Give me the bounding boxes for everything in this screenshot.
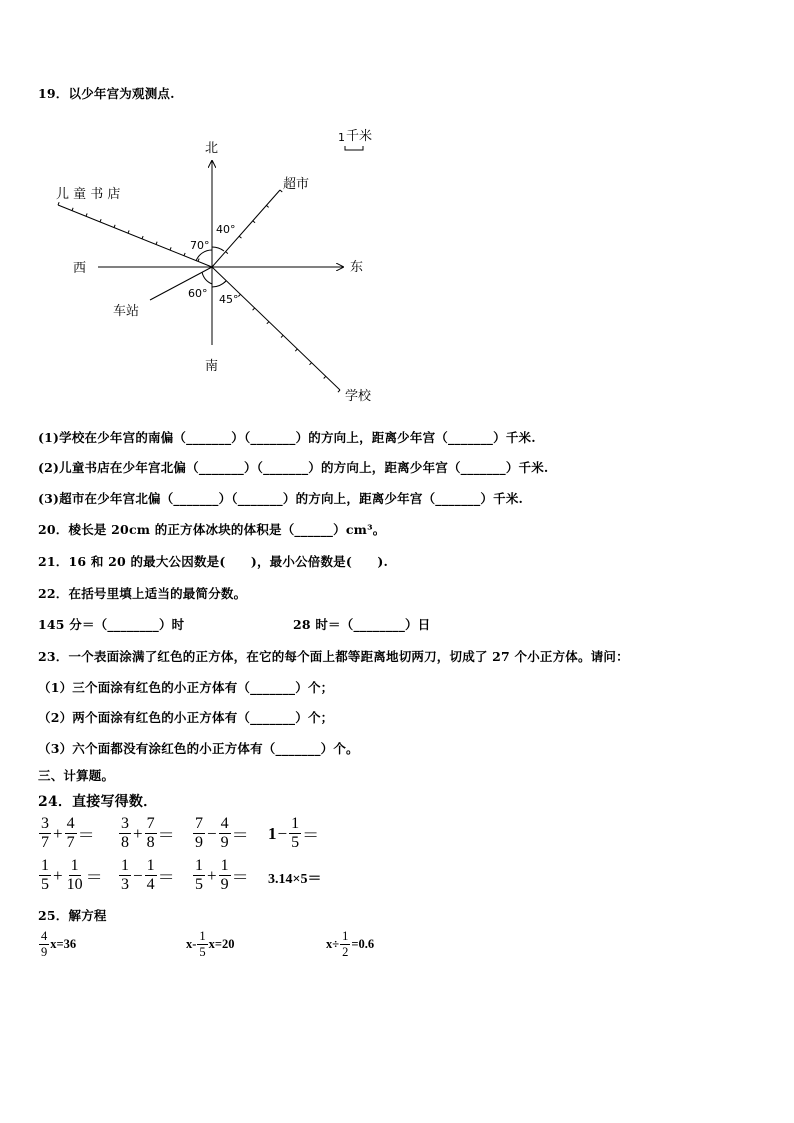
ray-tick bbox=[295, 349, 297, 351]
supermarket-label: 超市 bbox=[283, 177, 310, 192]
ray-tick bbox=[281, 335, 283, 337]
q23-s1: （1）三个面涂有红色的小正方体有（_______）个； bbox=[38, 680, 334, 695]
q24-item-6: $\frac{1}{3}$ − $\frac{1}{4}$ ＝ bbox=[121, 857, 175, 893]
ray-tick bbox=[58, 202, 59, 205]
q24-item-3: $\frac{7}{9}$ − $\frac{4}{9}$ ＝ bbox=[195, 815, 249, 851]
ray-tick bbox=[267, 322, 269, 324]
q22-title: 22．在括号里填上适当的最简分数。 bbox=[38, 586, 247, 601]
ray-tick bbox=[128, 230, 129, 233]
ray-tick bbox=[156, 242, 157, 245]
ray-tick bbox=[253, 308, 255, 310]
station-label: 车站 bbox=[113, 304, 140, 319]
q24-item-8: 3.14×5＝ bbox=[268, 872, 322, 887]
angle-70-label: 70° bbox=[190, 239, 210, 252]
ray-tick bbox=[309, 363, 311, 365]
q23-s2: （2）两个面涂有红色的小正方体有（_______）个； bbox=[38, 710, 334, 725]
q23-title: 23．一个表面涂满了红色的正方体，在它的每个面上都等距离地切两刀，切成了 27 个小正方体。请问： bbox=[38, 649, 629, 664]
q20: 20．棱长是 20cm 的正方体冰块的体积是（______）cm³。 bbox=[38, 522, 386, 537]
q21: 21．16 和 20 的最大公因数是( )，最小公倍数是( ). bbox=[38, 554, 389, 569]
ray-tick bbox=[338, 390, 340, 392]
scale-unit: 千米 bbox=[346, 129, 373, 144]
q24-item-1: $\frac{3}{7}$ + $\frac{4}{7}$ ＝ bbox=[41, 815, 95, 851]
ray-tick bbox=[72, 208, 73, 211]
ray-tick bbox=[114, 225, 115, 228]
angle-60-label: 60° bbox=[188, 287, 208, 300]
ray-tick bbox=[280, 190, 282, 192]
ray-tick bbox=[253, 221, 255, 223]
bookstore-ray bbox=[58, 205, 212, 267]
bookstore-label: 儿 童 书 店 bbox=[56, 187, 121, 202]
ray-tick bbox=[184, 253, 185, 256]
scale-number: 1 bbox=[338, 131, 345, 144]
fraction: $\frac{4}{7}$ bbox=[66, 815, 75, 851]
q25-equation-3: x÷ $\frac{1}{2}$ =0.6 bbox=[326, 929, 375, 959]
q25-title: 25．解方程 bbox=[38, 908, 107, 923]
direction-diagram bbox=[40, 120, 400, 410]
q24-item-7: $\frac{1}{5}$ + $\frac{1}{9}$ ＝ bbox=[195, 857, 249, 893]
west-label: 西 bbox=[73, 261, 87, 276]
ray-tick bbox=[100, 219, 101, 222]
q19-sub3: (3)超市在少年宫北偏（_______）（_______）的方向上，距离少年宫（_______）千米. bbox=[38, 491, 524, 506]
ray-tick bbox=[266, 205, 268, 207]
q24-item-5: $\frac{1}{5}$ + $\frac{1}{10}$ ＝ bbox=[41, 857, 103, 893]
south-label: 南 bbox=[205, 359, 219, 374]
school-label: 学校 bbox=[345, 389, 372, 404]
q19-title: 19．以少年宫为观测点. bbox=[38, 86, 175, 101]
angle-40-label: 40° bbox=[216, 223, 236, 236]
q24-item-4: 1 − $\frac{1}{5}$ ＝ bbox=[268, 815, 320, 851]
ray-tick bbox=[324, 376, 326, 378]
ray-tick bbox=[170, 247, 171, 250]
ray-tick bbox=[239, 236, 241, 238]
q24-item-2: $\frac{3}{8}$ + $\frac{7}{8}$ ＝ bbox=[121, 815, 175, 851]
q22-b: 28 时＝（________）日 bbox=[293, 617, 431, 632]
angle-45-label: 45° bbox=[219, 293, 239, 306]
q19-sub2: (2)儿童书店在少年宫北偏（_______）（_______）的方向上，距离少年宫（_______）千米. bbox=[38, 460, 549, 475]
q19-sub1: (1)学校在少年宫的南偏（_______）（_______）的方向上，距离少年宫（_______）千米. bbox=[38, 430, 536, 445]
east-label: 东 bbox=[350, 260, 364, 275]
q24-title: 24．直接写得数． bbox=[38, 794, 158, 810]
ray-tick bbox=[198, 259, 199, 262]
ray-tick bbox=[86, 213, 87, 216]
ray-tick bbox=[142, 236, 143, 239]
ray-tick bbox=[238, 294, 240, 296]
q22-a: 145 分＝（________）时 bbox=[38, 617, 185, 632]
section-3-heading: 三、计算题。 bbox=[38, 768, 115, 783]
q23-s3: （3）六个面都没有涂红色的小正方体有（_______）个。 bbox=[38, 741, 359, 756]
school-ray bbox=[212, 267, 340, 390]
ray-tick bbox=[226, 252, 228, 254]
q25-equation-2: x- $\frac{1}{5}$ x=20 bbox=[186, 929, 235, 959]
north-label: 北 bbox=[205, 141, 219, 156]
fraction: $\frac{3}{7}$ bbox=[41, 815, 49, 851]
q25-equation-1: $\frac{4}{9}$ x=36 bbox=[41, 929, 77, 959]
